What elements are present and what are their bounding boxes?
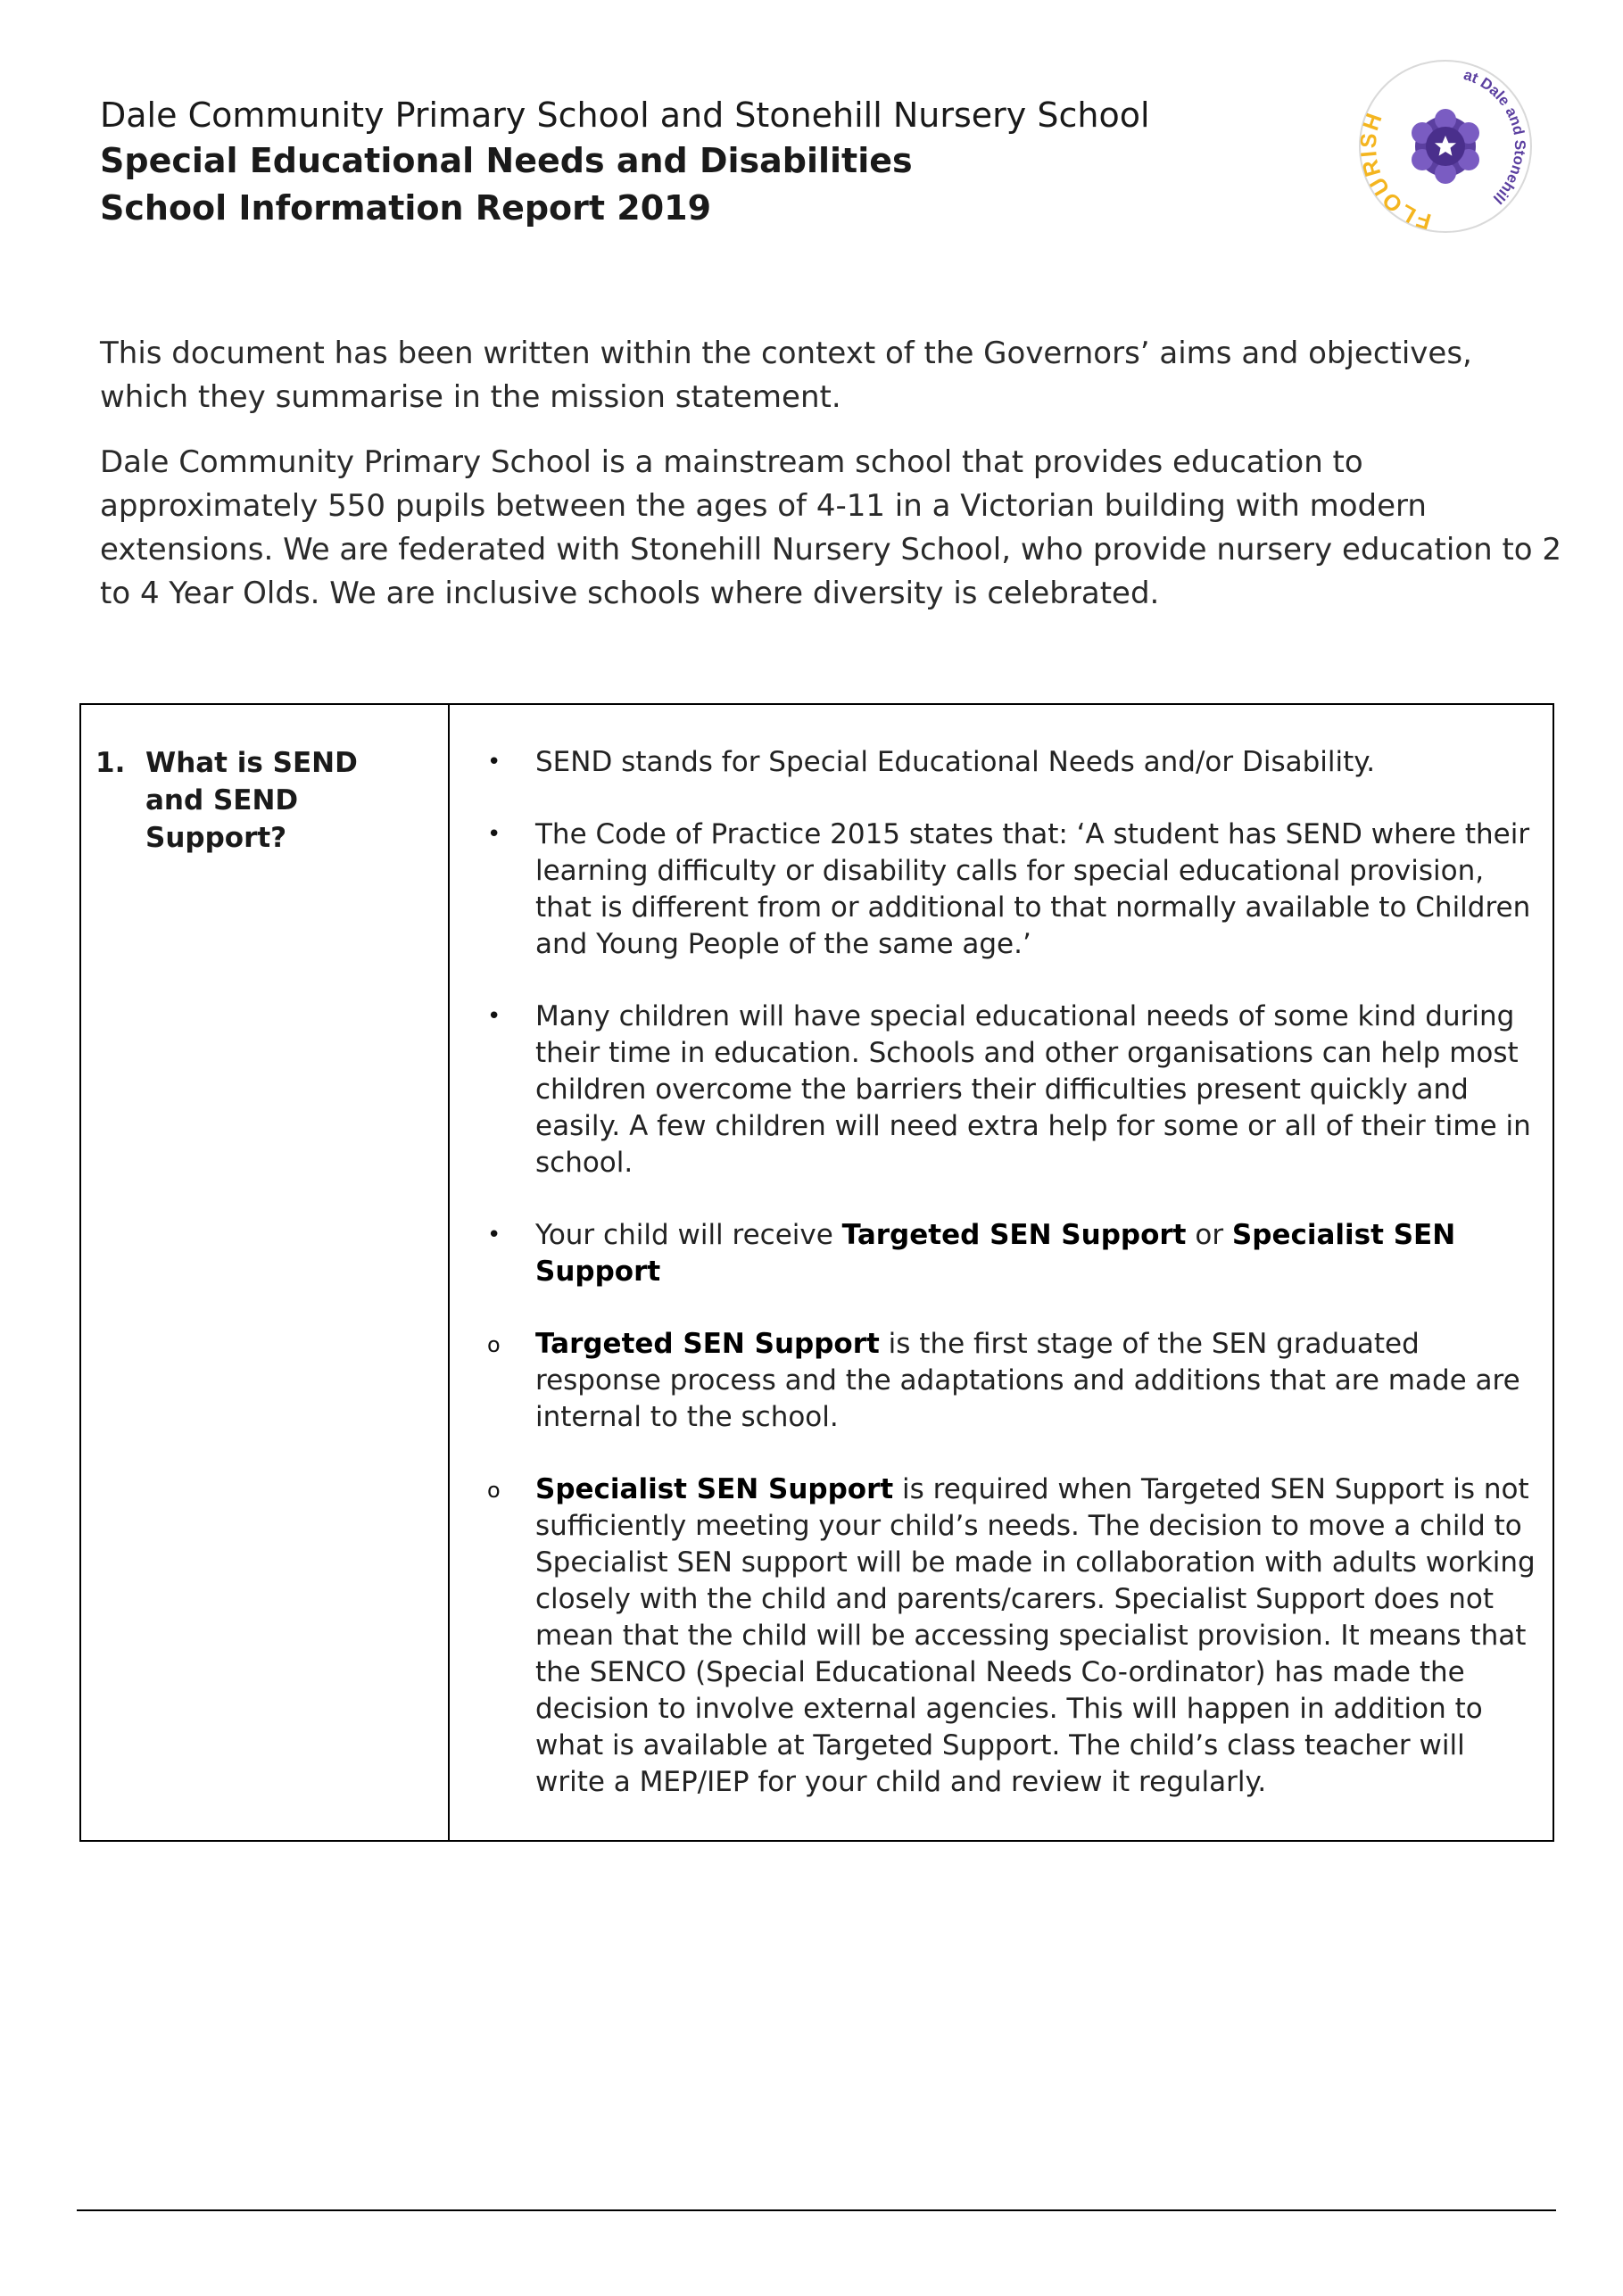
list-item-text bbox=[532, 1217, 1540, 1290]
sub-bullet-marker: o bbox=[487, 1478, 501, 1503]
question-heading bbox=[92, 744, 448, 857]
sub-bullet-marker: o bbox=[487, 1332, 501, 1357]
specialist-support-description: is required when Targeted SEN Support is not sufficiently meeting your child’s needs. The decision to move a child to Specialist SEN support will be made in collaboration with adults working closely with the child and parents/carers. Specialist Support does not mean that the child will be accessing specialist provision. It means that the SENCO (Special Educational Needs Co-ordinator) has made the decision to involve external agencies. This will happen in addition to what is available at Targeted Support. The child’s class teacher will write a MEP/IEP for your child and review it regularly. bbox=[535, 1473, 1536, 1798]
list-item-text: SEND stands for Special Educational Needs and/or Disability. bbox=[535, 746, 1376, 778]
bullet-marker: • bbox=[487, 821, 501, 848]
list-item bbox=[450, 1471, 1540, 1801]
svg-text:FLOURISH: FLOURISH bbox=[1356, 108, 1435, 235]
document-header bbox=[100, 93, 1331, 232]
intro-paragraph-context: This document has been written within the context of the Governors’ aims and objectives, which they summarise in the mission statement. bbox=[100, 336, 1472, 415]
document-subtitle: School Information Report 2019 bbox=[100, 188, 712, 228]
question-text: What is SEND and SEND Support? bbox=[145, 747, 358, 854]
svg-text:at Dale and Stonehill: at Dale and Stonehill bbox=[1462, 66, 1529, 208]
specialist-support-heading: Specialist SEN Support bbox=[535, 1473, 894, 1505]
targeted-support-heading: Targeted SEN Support bbox=[535, 1328, 880, 1360]
question-column bbox=[81, 705, 450, 1840]
support-or-text: or bbox=[1186, 1219, 1232, 1251]
send-info-table bbox=[79, 703, 1554, 1842]
targeted-support-term: Targeted SEN Support bbox=[841, 1219, 1187, 1251]
list-item-text bbox=[532, 1326, 1540, 1436]
list-item bbox=[450, 816, 1540, 963]
specialist-support-term: Specialist SEN Support bbox=[535, 1219, 1456, 1288]
document-title: Special Educational Needs and Disabilities bbox=[100, 141, 913, 180]
list-item bbox=[450, 1217, 1540, 1290]
flourish-logo bbox=[1356, 57, 1535, 236]
footer-divider bbox=[77, 2209, 1556, 2211]
targeted-support-description: is the first stage of the SEN graduated response process and the adaptations and additions that are made are internal to the school. bbox=[535, 1328, 1520, 1433]
support-intro-text: Your child will receive bbox=[535, 1219, 842, 1251]
intro-section bbox=[100, 332, 1563, 637]
list-item bbox=[450, 999, 1540, 1181]
answer-column bbox=[450, 705, 1553, 1840]
question-number: 1. bbox=[95, 747, 126, 779]
list-item bbox=[450, 744, 1540, 781]
bullet-marker: • bbox=[487, 1003, 501, 1030]
intro-paragraph-school: Dale Community Primary School is a mainstream school that provides education to approximately 550 pupils between the ages of 4-11 in a Victorian building with modern extensions. We are federated with Stonehill Nursery School, who provide nursery education to 2 to 4 Year Olds. We are inclusive schools where diversity is celebrated. bbox=[100, 444, 1562, 611]
bullet-marker: • bbox=[487, 749, 501, 775]
list-item-text: The Code of Practice 2015 states that: ‘A student has SEND where their learning difficulty or disability calls for special educational provision, that is different from or additional to that normally available to Children and Young People of the same age.’ bbox=[535, 818, 1531, 960]
bullet-marker: • bbox=[487, 1222, 501, 1248]
list-item-text bbox=[532, 1471, 1540, 1801]
list-item-text: Many children will have special educational needs of some kind during their time in education. Schools and other organisations can help most children overcome the barriers their difficulties present quickly and easily. A few children will need extra help for some or all of their time in school. bbox=[535, 1000, 1531, 1179]
school-name: Dale Community Primary School and Stonehill Nursery School bbox=[100, 95, 1150, 135]
list-item bbox=[450, 1326, 1540, 1436]
